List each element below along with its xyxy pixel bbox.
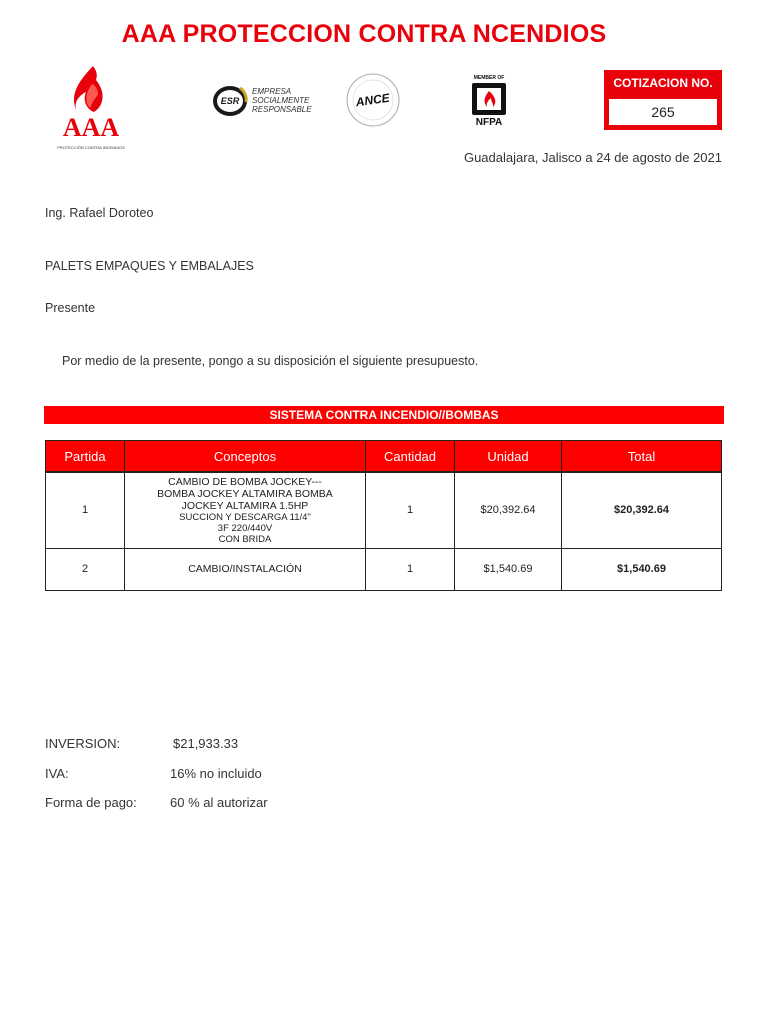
cell-partida: 2 — [46, 548, 125, 590]
cell-total: $20,392.64 — [562, 472, 722, 548]
inversion-value: $21,933.33 — [173, 736, 239, 751]
cell-concepto — [125, 472, 366, 548]
cell-partida: 1 — [46, 472, 125, 548]
esr-line-3: RESPONSABLE — [252, 105, 312, 114]
nfpa-logo-text: NFPA — [475, 117, 503, 128]
concepto-line: BOMBA JOCKEY ALTAMIRA BOMBA — [157, 487, 333, 500]
cell-total: $1,540.69 — [562, 548, 722, 590]
cell-cantidad: 1 — [366, 472, 455, 548]
concepto-line: CON BRIDA — [218, 533, 272, 545]
payment-label: Forma de pago: — [45, 795, 137, 810]
cell-unidad: $20,392.64 — [455, 472, 562, 548]
recipient-company: PALETS EMPAQUES Y EMBALAJES — [45, 259, 254, 273]
date-line: Guadalajara, Jalisco a 24 de agosto de 2021 — [463, 150, 722, 165]
items-table — [45, 440, 722, 591]
ance-logo-text: ANCE — [354, 90, 391, 110]
table-header-row — [46, 441, 722, 473]
header-conceptos: Conceptos — [125, 441, 366, 473]
nfpa-member-text: MEMBER OF — [473, 75, 505, 81]
document-title: AAA PROTECCION CONTRA NCENDIOS — [121, 20, 607, 48]
quote-number: 265 — [609, 99, 717, 125]
iva-label: IVA: — [45, 766, 69, 781]
concepto-line: CAMBIO DE BOMBA JOCKEY--- — [168, 475, 322, 488]
greeting: Presente — [45, 301, 96, 315]
cell-cantidad: 1 — [366, 548, 455, 590]
esr-logo — [210, 80, 314, 122]
flame-icon — [48, 62, 134, 154]
concepto-line: 3F 220/440V — [217, 522, 273, 534]
header-partida: Partida — [46, 441, 125, 473]
esr-line-1: EMPRESA — [252, 87, 292, 96]
recipient-name: Ing. Rafael Doroteo — [45, 206, 154, 220]
cell-unidad: $1,540.69 — [455, 548, 562, 590]
section-title: SISTEMA CONTRA INCENDIO//BOMBAS — [44, 406, 724, 424]
nfpa-logo — [466, 72, 512, 128]
header-cantidad: Cantidad — [366, 441, 455, 473]
aaa-logo-caption: PROTECCIÓN CONTRA INCENDIOS — [57, 145, 125, 150]
inversion-label: INVERSION: — [45, 736, 121, 751]
payment-value: 60 % al autorizar — [170, 795, 268, 810]
header-unidad: Unidad — [455, 441, 562, 473]
intro-paragraph: Por medio de la presente, pongo a su disposición el siguiente presupuesto. — [62, 354, 479, 368]
iva-value: 16% no incluido — [170, 766, 262, 781]
concepto-line: SUCCION Y DESCARGA 11/4" — [179, 511, 311, 523]
cell-concepto — [125, 548, 366, 590]
concepto-line: JOCKEY ALTAMIRA 1.5HP — [181, 499, 309, 512]
aaa-logo-text: AAA — [62, 113, 120, 142]
header-total: Total — [562, 441, 722, 473]
esr-line-2: SOCIALMENTE — [252, 96, 310, 105]
quote-number-box — [604, 70, 722, 130]
table-row — [46, 548, 722, 590]
concepto-line: CAMBIO/INSTALACIÓN — [188, 563, 302, 575]
ance-logo — [344, 72, 402, 128]
esr-logo-letters: ESR — [220, 96, 240, 106]
table-row — [46, 472, 722, 548]
aaa-logo — [48, 62, 134, 154]
quote-label: COTIZACION NO. — [613, 76, 713, 90]
